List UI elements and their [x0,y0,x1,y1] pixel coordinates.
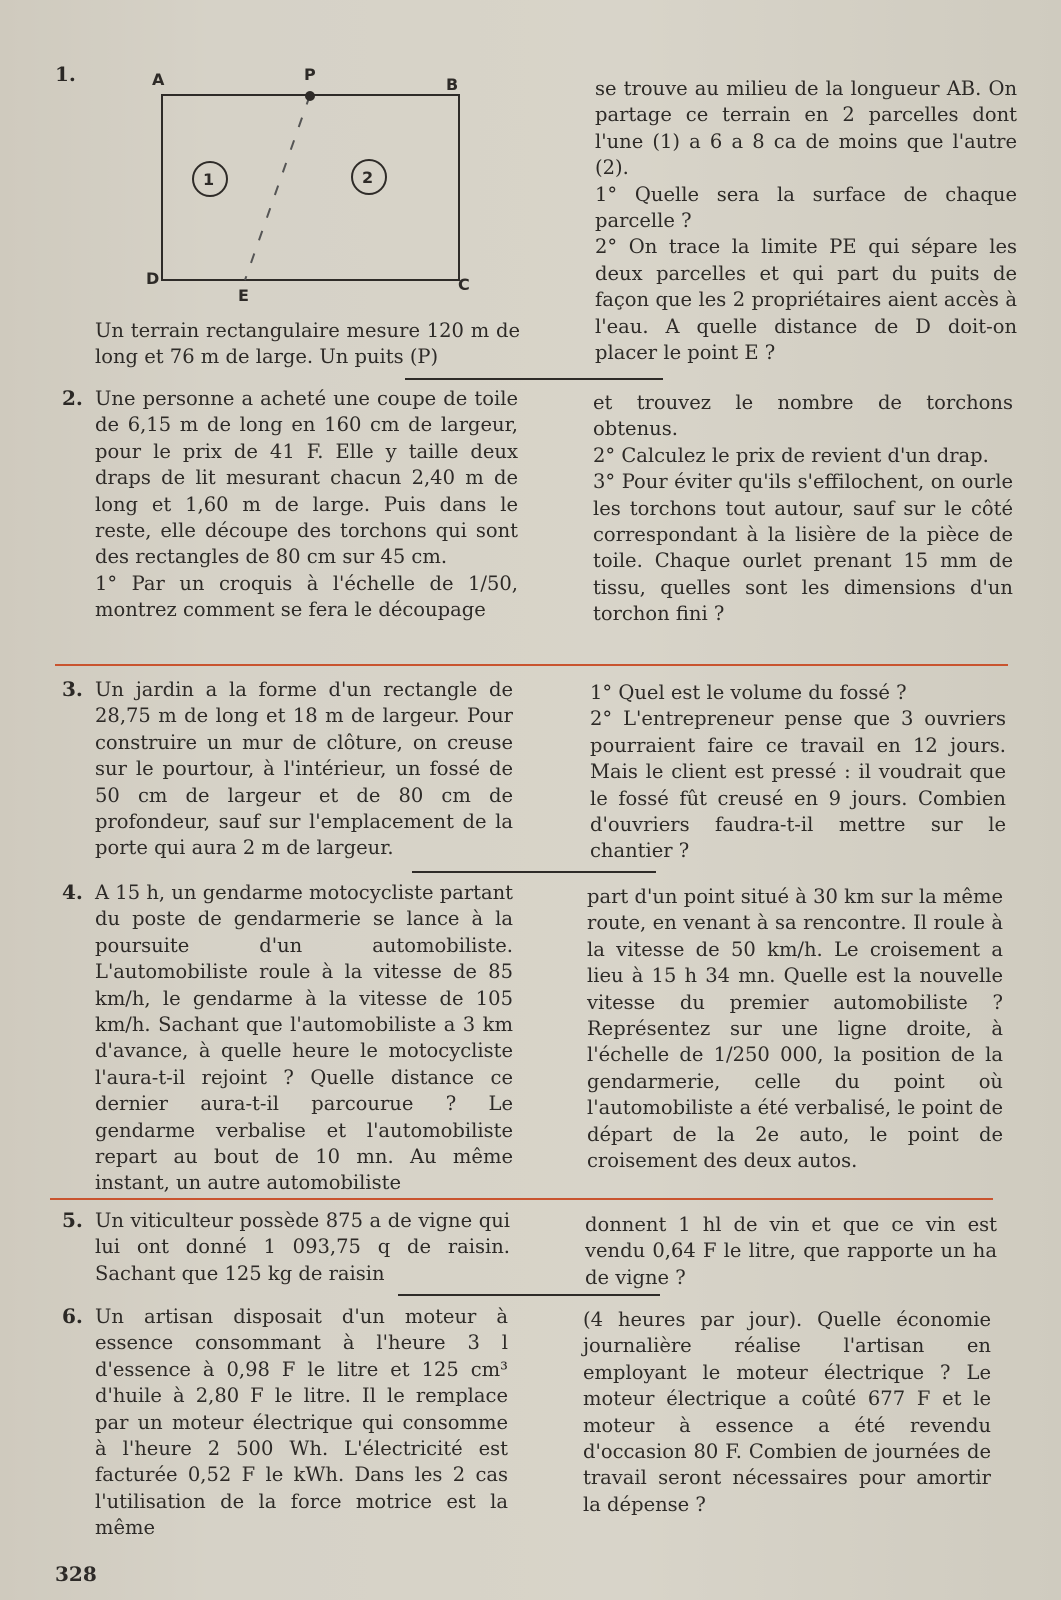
problem-2-number: 2. [62,386,83,410]
separator-5 [398,1294,660,1296]
problem-1-number: 1. [55,62,76,86]
parcel-2-label: 2 [362,168,374,187]
boundary-line-pe [245,95,310,280]
parcel-1-label: 1 [203,170,215,189]
separator-2 [55,664,1008,666]
problem-1-left [95,318,520,371]
problem-4-number: 4. [62,880,83,904]
point-p-label: P [304,65,316,84]
problem-6-right [583,1307,991,1518]
problem-2-left [95,386,518,624]
problem-3-number: 3. [62,677,83,701]
problem-2-left-p1: Une personne a acheté une coupe de toile de 6,15 m de long en 160 cm de largeur, pour le prix de 41 F. Elle y taille deux draps de lit mesurant chacun 2,40 m de long et 1,60 m de large. Puis dans le reste, elle découpe des torchons qui sont des rectangles de 80 cm sur 45 cm. [95,387,518,569]
problem-2-right-p3: 3° Pour éviter qu'ils s'effilochent, on ourle les torchons tout autour, sauf sur le côté correspondant à la lisière de la pièce de toile. Chaque ourlet prenant 15 mm de tissu, quelles sont les dimensions d'un torchon fini ? [593,470,1013,626]
problem-3-left-p1: Un jardin a la forme d'un rectangle de 28,75 m de long et 18 m de largeur. Pour construire un mur de clôture, on creuse sur le pourtour, à l'intérieur, un fossé de 50 cm de largeur et de 80 cm de profondeur, sauf sur l'emplacement de la porte qui aura 2 m de largeur. [95,678,513,860]
problem-4-right-p1: part d'un point situé à 30 km sur la même route, en venant à sa rencontre. Il roule à la vitesse de 50 km/h. Le croisement a lieu à 15 h 34 mn. Quelle est la nouvelle vitesse du premier automobiliste ? Représentez sur une ligne droite, à l'échelle de 1/250 000, la position de la gendarmerie, celle du point où l'automobiliste a été verbalisé, le point de départ de la 2e auto, le point de croisement des deux autos. [587,885,1003,1173]
problem-5-left [95,1208,510,1287]
problem-3-right-p1: 1° Quel est le volume du fossé ? [590,681,907,704]
problem-3-left [95,677,513,862]
problem-1-right-p2: 1° Quelle sera la surface de chaque parcelle ? [595,182,1017,233]
problem-1-left-p1: Un terrain rectangulaire mesure 120 m de long et 76 m de large. Un puits (P) [95,319,520,369]
problem-2-left-p2: 1° Par un croquis à l'échelle de 1/50, montrez comment se fera le découpage [95,571,518,622]
problem-4-left [95,880,513,1197]
problem-1-right-p3: 2° On trace la limite PE qui sépare les deux parcelles et qui part du puits de façon que les 2 propriétaires aient accès à l'eau. A quelle distance de D doit-on placer le point E ? [595,235,1017,365]
problem-1-right-p1: se trouve au milieu de la longueur AB. On partage ce terrain en 2 parcelles dont l'une (1) a 6 a 8 ca de moins que l'autre (2). [595,77,1017,180]
problem-2-right [593,390,1013,628]
point-a-label: A [152,70,165,89]
problem-4-left-p1: A 15 h, un gendarme motocycliste partant du poste de gendarmerie se lance à la poursuite d'un automobiliste. L'automobiliste roule à la vitesse de 85 km/h, le gendarme à la vitesse de 105 km/h. Sachant que l'automobiliste a 3 km d'avance, à quelle heure le motocycliste l'aura-t-il rejoint ? Quelle distance ce dernier aura-t-il parcourue ? Le gendarme verbalise et l'automobiliste repart au bout de 10 mn. Au même instant, un autre automobiliste [95,881,513,1195]
point-b-label: B [446,75,459,94]
problem-5-number: 5. [62,1208,83,1232]
problem-3-right-p2: 2° L'entrepreneur pense que 3 ouvriers pourraient faire ce travail en 12 jours. Mais le client est pressé : il voudrait que le fossé fût creusé en 9 jours. Combien d'ouvriers faudra-t-il mettre sur le chantier ? [590,707,1006,863]
problem-5-right-p1: donnent 1 hl de vin et que ce vin est vendu 0,64 F le litre, que rapporte un ha de vigne ? [585,1213,997,1289]
problem-6-number: 6. [62,1304,83,1328]
problem-2-right-p2: 2° Calculez le prix de revient d'un drap. [593,443,989,467]
point-d-label: D [146,269,160,288]
problem-2-right-p1: et trouvez le nombre de torchons obtenus. [593,391,1013,441]
point-e-label: E [238,286,249,305]
problem-4-right [587,884,1003,1174]
separator-4 [50,1198,993,1200]
separator-3 [412,871,656,873]
point-c-label: C [458,275,470,294]
problem-3-right [590,680,1006,865]
problem-6-left [95,1304,508,1542]
page-number: 328 [55,1562,97,1586]
well-point [305,91,315,101]
problem-6-left-p1: Un artisan disposait d'un moteur à essence consommant à l'heure 3 l d'essence à 0,98 F le litre et 125 cm³ d'huile à 2,80 F le litre. Il le remplace par un moteur électrique qui consomme à l'heure 2 500 Wh. L'électricité est facturée 0,52 F le kWh. Dans les 2 cas l'utilisation de la force motrice est la même [95,1305,508,1540]
separator-1 [405,378,663,380]
problem-1-right [595,76,1017,366]
problem-5-left-p1: Un viticulteur possède 875 a de vigne qui lui ont donné 1 093,75 q de raisin. Sachant que 125 kg de raisin [95,1209,510,1285]
problem-5-right [585,1212,997,1291]
terrain-figure [140,60,500,310]
problem-6-right-p1: (4 heures par jour). Quelle économie journalière réalise l'artisan en employant le moteur électrique ? Le moteur électrique a coûté 677 F et le moteur à essence a été revendu d'occasion 80 F. Combien de journées de travail seront nécessaires pour amortir la dépense ? [583,1308,991,1516]
